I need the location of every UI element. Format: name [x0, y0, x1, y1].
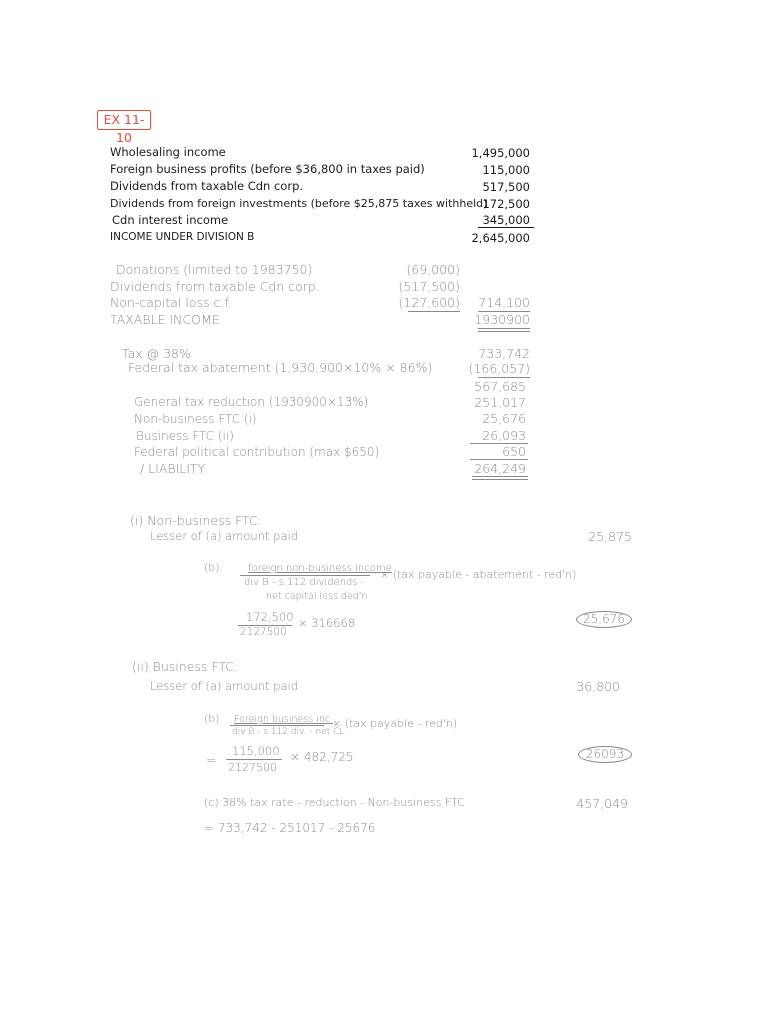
nonbusiness-fraction-denominator-2: net capital loss ded'n: [266, 591, 368, 602]
tax-amount-6: 26,093: [482, 428, 526, 443]
business-fraction-tail: × (tax payable - red'n): [332, 717, 458, 730]
liability-rule: [470, 459, 528, 460]
business-amount-a: 36,800: [576, 679, 620, 694]
nonbusiness-fraction-numerator: foreign non-business income: [248, 563, 392, 574]
liability-double-rule-2: [472, 479, 528, 480]
exercise-heading: EX 11-10: [97, 110, 151, 130]
tax-amount-2: (166,057): [468, 361, 530, 376]
taxable-income-amount: 1930900: [474, 312, 530, 327]
tax-label-4: General tax reduction (1930900×13%): [134, 395, 369, 409]
deduction-rule: [408, 311, 460, 312]
nonbusiness-calc-numerator: 172,500: [246, 610, 294, 624]
business-lesser-a: Lesser of (a) amount paid: [150, 679, 299, 693]
nonbusiness-fraction-denominator-1: div B - s.112 dividends -: [244, 577, 365, 588]
business-fraction-numerator: Foreign business inc.: [234, 714, 334, 725]
tax-label-5: Non-business FTC (i): [134, 412, 257, 426]
business-equals: =: [206, 752, 217, 767]
deduction-label-3: Non-capital loss c.f.: [110, 295, 232, 310]
abatement-rule: [478, 377, 530, 378]
taxable-rule-2: [478, 331, 530, 332]
business-c-calculation: = 733,742 - 251017 - 25676: [204, 821, 376, 835]
tax-amount-1: 733,742: [478, 346, 530, 361]
income-amount-4: 172,500: [482, 197, 530, 211]
deduction-subtotal: 714,100: [478, 295, 530, 310]
nonbusiness-b-label: (b):: [204, 561, 224, 574]
income-amount-5: 345,000: [482, 213, 530, 227]
business-calc-numerator: 115,000: [232, 744, 280, 758]
business-calc-bar: [226, 759, 282, 760]
income-label-3: Dividends from taxable Cdn corp.: [110, 179, 304, 193]
deduction-amount-2: (517,500): [398, 279, 460, 294]
deduction-label-1: Donations (limited to 1983750): [116, 262, 313, 277]
income-amount-1: 1,495,000: [471, 146, 530, 160]
income-total-label: INCOME UNDER DIVISION B: [110, 231, 255, 243]
business-title: (ii) Business FTC:: [132, 659, 239, 674]
nonbusiness-lesser-a: Lesser of (a) amount paid: [150, 529, 299, 543]
income-amount-3: 517,500: [482, 180, 530, 194]
taxable-income-label: TAXABLE INCOME: [110, 312, 220, 327]
nonbusiness-title: (i) Non-business FTC:: [130, 513, 262, 528]
business-fraction-bar: [230, 725, 324, 726]
deduction-amount-3: (127,600): [398, 295, 460, 310]
tax-amount-5: 25,676: [482, 411, 526, 426]
income-label-5: Cdn interest income: [112, 213, 229, 227]
business-fraction-denominator: div B - s.112 div. - net CL: [232, 727, 345, 737]
business-calc-tail: × 482,725: [290, 750, 354, 764]
tax-amount-7: 650: [502, 444, 526, 459]
nonbusiness-calc-tail: × 316668: [298, 616, 356, 630]
liability-label: / LIABILITY: [140, 461, 206, 476]
liability-amount: 264,249: [474, 461, 526, 476]
income-total-amount: 2,645,000: [471, 231, 530, 245]
tax-label-7: Federal political contribution (max $650): [134, 445, 380, 459]
tax-amount-3: 567,685: [474, 379, 526, 394]
income-label-4: Dividends from foreign investments (before $25,875 taxes withheld): [110, 197, 488, 210]
tax-amount-4: 251,017: [474, 395, 526, 410]
deduction-label-2: Dividends from taxable Cdn corp.: [110, 279, 320, 294]
tax-label-2: Federal tax abatement (1,930,900×10% × 86%): [128, 360, 433, 375]
tax-label-6: Business FTC (ii): [136, 429, 234, 443]
nonbusiness-calc-denominator: 2127500: [240, 626, 287, 638]
tax-label-1: Tax @ 38%: [122, 346, 191, 361]
business-result: 26093: [578, 746, 632, 763]
business-c-label: (c) 38% tax rate - reduction - Non-business FTC: [204, 796, 465, 809]
business-c-amount: 457,049: [576, 796, 628, 811]
income-total-rule: [478, 227, 534, 228]
deduction-amount-1: (69,000): [406, 262, 460, 277]
nonbusiness-fraction-tail: × (tax payable - abatement - red'n): [380, 568, 577, 581]
income-label-2: Foreign business profits (before $36,800 in taxes paid): [110, 162, 425, 176]
income-label-1: Wholesaling income: [110, 145, 226, 159]
business-calc-denominator: 2127500: [228, 761, 277, 774]
taxable-rule-1: [478, 328, 530, 329]
nonbusiness-result: 25,676: [576, 611, 632, 628]
liability-double-rule-1: [472, 476, 528, 477]
nonbusiness-fraction-bar: [240, 575, 370, 576]
business-b-label: (b): [204, 712, 220, 725]
income-amount-2: 115,000: [482, 163, 530, 177]
nonbusiness-amount-a: 25,875: [588, 529, 632, 544]
